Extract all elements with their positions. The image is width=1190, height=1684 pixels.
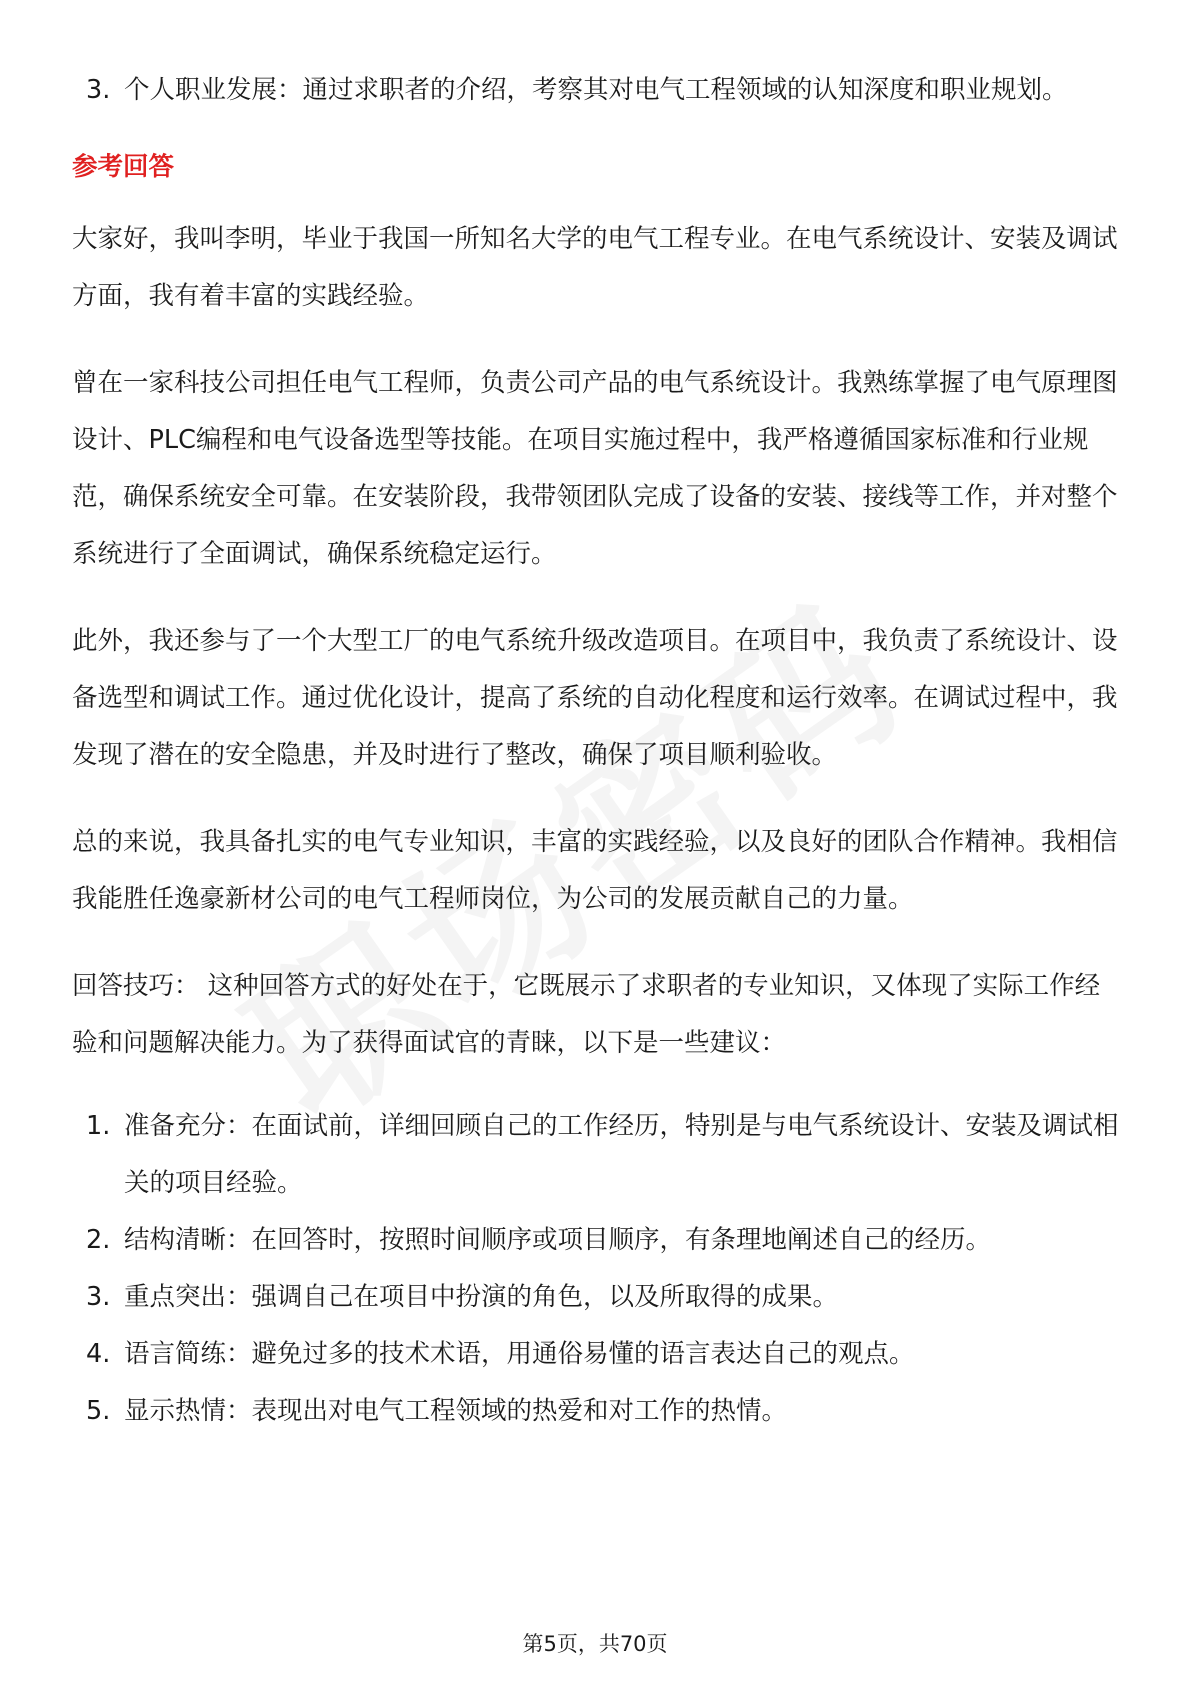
paragraph-tips-intro: 回答技巧： 这种回答方式的好处在于，它既展示了求职者的专业知识，又体现了实际工作经验和问题解决能力。为了获得面试官的青睐，以下是一些建议： (72, 971, 1101, 1058)
list-number: 4. (86, 1339, 111, 1369)
page-number: 第5页，共70页 (522, 1632, 668, 1656)
tips-list (72, 1098, 1122, 1440)
list-text: 结构清晰：在回答时，按照时间顺序或项目顺序，有条理地阐述自己的经历。 (124, 1225, 992, 1255)
list-item (72, 1212, 1122, 1269)
list-number: 5. (86, 1396, 111, 1426)
list-number: 3. (86, 1282, 111, 1312)
list-item (72, 1098, 1122, 1212)
paragraph-experience: 曾在一家科技公司担任电气工程师，负责公司产品的电气系统设计。我熟练掌握了电气原理图设计、PLC编程和电气设备选型等技能。在项目实施过程中，我严格遵循国家标准和行业规范，确保系统安全可靠。在安装阶段，我带领团队完成了设备的安装、接线等工作，并对整个系统进行了全面调试，确保系统稳定运行。 (72, 368, 1118, 569)
intro-list (72, 62, 1122, 119)
list-item (72, 1269, 1122, 1326)
list-item (72, 62, 1122, 119)
answer-body (72, 211, 1122, 1072)
paragraph-project: 此外，我还参与了一个大型工厂的电气系统升级改造项目。在项目中，我负责了系统设计、设备选型和调试工作。通过优化设计，提高了系统的自动化程度和运行效率。在调试过程中，我发现了潜在的安全隐患，并及时进行了整改，确保了项目顺利验收。 (72, 626, 1118, 770)
reference-answer-heading: 参考回答 (72, 152, 175, 182)
paragraph-summary: 总的来说，我具备扎实的电气专业知识，丰富的实践经验，以及良好的团队合作精神。我相信我能胜任逸豪新材公司的电气工程师岗位，为公司的发展贡献自己的力量。 (72, 827, 1118, 914)
list-item (72, 1383, 1122, 1440)
list-number: 3. (86, 75, 111, 105)
list-text: 准备充分：在面试前，详细回顾自己的工作经历，特别是与电气系统设计、安装及调试相关的项目经验。 (124, 1111, 1119, 1198)
list-text: 语言简练：避免过多的技术术语，用通俗易懂的语言表达自己的观点。 (124, 1339, 915, 1369)
paragraph-intro: 大家好，我叫李明，毕业于我国一所知名大学的电气工程专业。在电气系统设计、安装及调试方面，我有着丰富的实践经验。 (72, 224, 1118, 311)
list-number: 2. (86, 1225, 111, 1255)
list-text: 重点突出：强调自己在项目中扮演的角色，以及所取得的成果。 (124, 1282, 839, 1312)
list-item (72, 1326, 1122, 1383)
list-text: 个人职业发展：通过求职者的介绍，考察其对电气工程领域的认知深度和职业规划。 (124, 75, 1068, 105)
list-text: 显示热情：表现出对电气工程领域的热爱和对工作的热情。 (124, 1396, 788, 1426)
list-number: 1. (86, 1111, 111, 1141)
page-content (72, 62, 1122, 1440)
